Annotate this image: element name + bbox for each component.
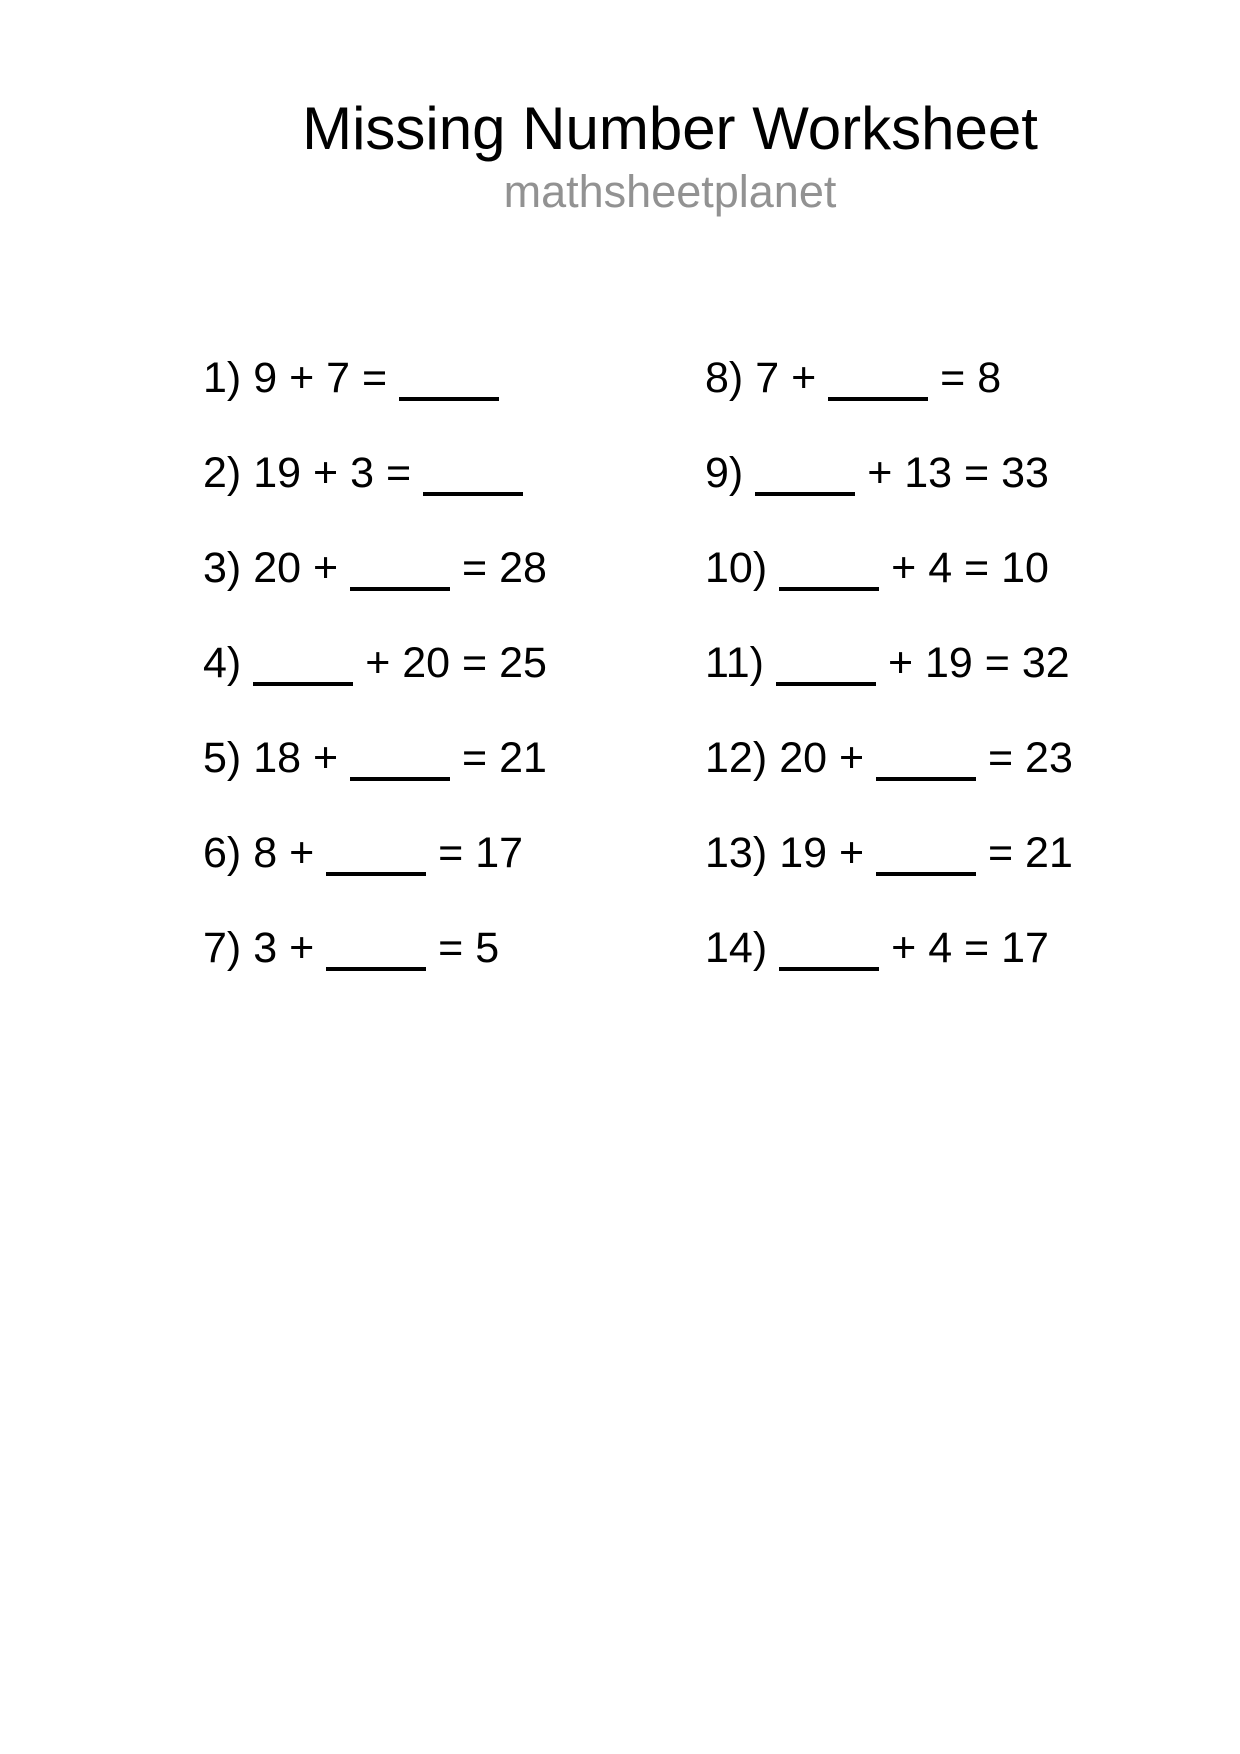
- problem-number: 8): [705, 354, 744, 402]
- answer-blank: [423, 492, 523, 496]
- expression-text: 19 + 3 =: [253, 449, 424, 497]
- expression-text: + 4 = 10: [879, 544, 1049, 592]
- expression-text: = 21: [976, 829, 1073, 877]
- problems-column-left: [203, 331, 705, 996]
- problem-number: 2): [203, 449, 242, 497]
- answer-blank: [876, 777, 976, 781]
- problem-number: 5): [203, 734, 242, 782]
- problem: [705, 331, 1207, 426]
- expression-text: = 8: [928, 354, 1002, 402]
- problem-number: 14): [705, 924, 768, 972]
- problem: [203, 616, 705, 711]
- expression-text: + 20 = 25: [353, 639, 547, 687]
- answer-blank: [876, 872, 976, 876]
- answer-blank: [779, 967, 879, 971]
- expression-text: + 19 = 32: [876, 639, 1070, 687]
- answer-blank: [399, 397, 499, 401]
- expression-text: 19 +: [779, 829, 877, 877]
- problem-number: 6): [203, 829, 242, 877]
- problem: [705, 711, 1207, 806]
- answer-blank: [253, 682, 353, 686]
- answer-blank: [326, 967, 426, 971]
- expression-text: + 4 = 17: [879, 924, 1049, 972]
- answer-blank: [350, 777, 450, 781]
- problem-number: 1): [203, 354, 242, 402]
- problem: [203, 521, 705, 616]
- problem: [203, 901, 705, 996]
- problem-number: 11): [705, 639, 764, 687]
- page-title: Missing Number Worksheet: [302, 95, 1038, 162]
- problem-number: 3): [203, 544, 242, 592]
- expression-text: 18 +: [253, 734, 351, 782]
- problem: [203, 426, 705, 521]
- expression-text: 7 +: [755, 354, 829, 402]
- problem-number: 13): [705, 829, 768, 877]
- expression-text: + 13 = 33: [855, 449, 1049, 497]
- problem-number: 10): [705, 544, 768, 592]
- answer-blank: [755, 492, 855, 496]
- problem: [705, 616, 1207, 711]
- problem-number: 4): [203, 639, 242, 687]
- answer-blank: [776, 682, 876, 686]
- answer-blank: [828, 397, 928, 401]
- problem-number: 12): [705, 734, 768, 782]
- expression-text: 8 +: [253, 829, 327, 877]
- expression-text: 3 +: [253, 924, 327, 972]
- problem-number: 7): [203, 924, 242, 972]
- problems-column-right: [705, 331, 1207, 996]
- problem: [203, 711, 705, 806]
- brand-subtitle: mathsheetplanet: [503, 166, 837, 217]
- expression-text: = 17: [426, 829, 524, 877]
- problem: [203, 331, 705, 426]
- expression-text: 20 +: [253, 544, 351, 592]
- problems-grid: [203, 331, 1207, 996]
- expression-text: = 5: [426, 924, 500, 972]
- answer-blank: [326, 872, 426, 876]
- problem: [705, 426, 1207, 521]
- expression-text: 20 +: [779, 734, 877, 782]
- expression-text: = 28: [450, 544, 547, 592]
- problem: [705, 901, 1207, 996]
- problem-number: 9): [705, 449, 744, 497]
- expression-text: 9 + 7 =: [253, 354, 400, 402]
- problem: [203, 806, 705, 901]
- answer-blank: [779, 587, 879, 591]
- expression-text: = 21: [450, 734, 547, 782]
- worksheet-header: [100, 93, 1240, 219]
- problem: [705, 521, 1207, 616]
- answer-blank: [350, 587, 450, 591]
- problem: [705, 806, 1207, 901]
- expression-text: = 23: [976, 734, 1073, 782]
